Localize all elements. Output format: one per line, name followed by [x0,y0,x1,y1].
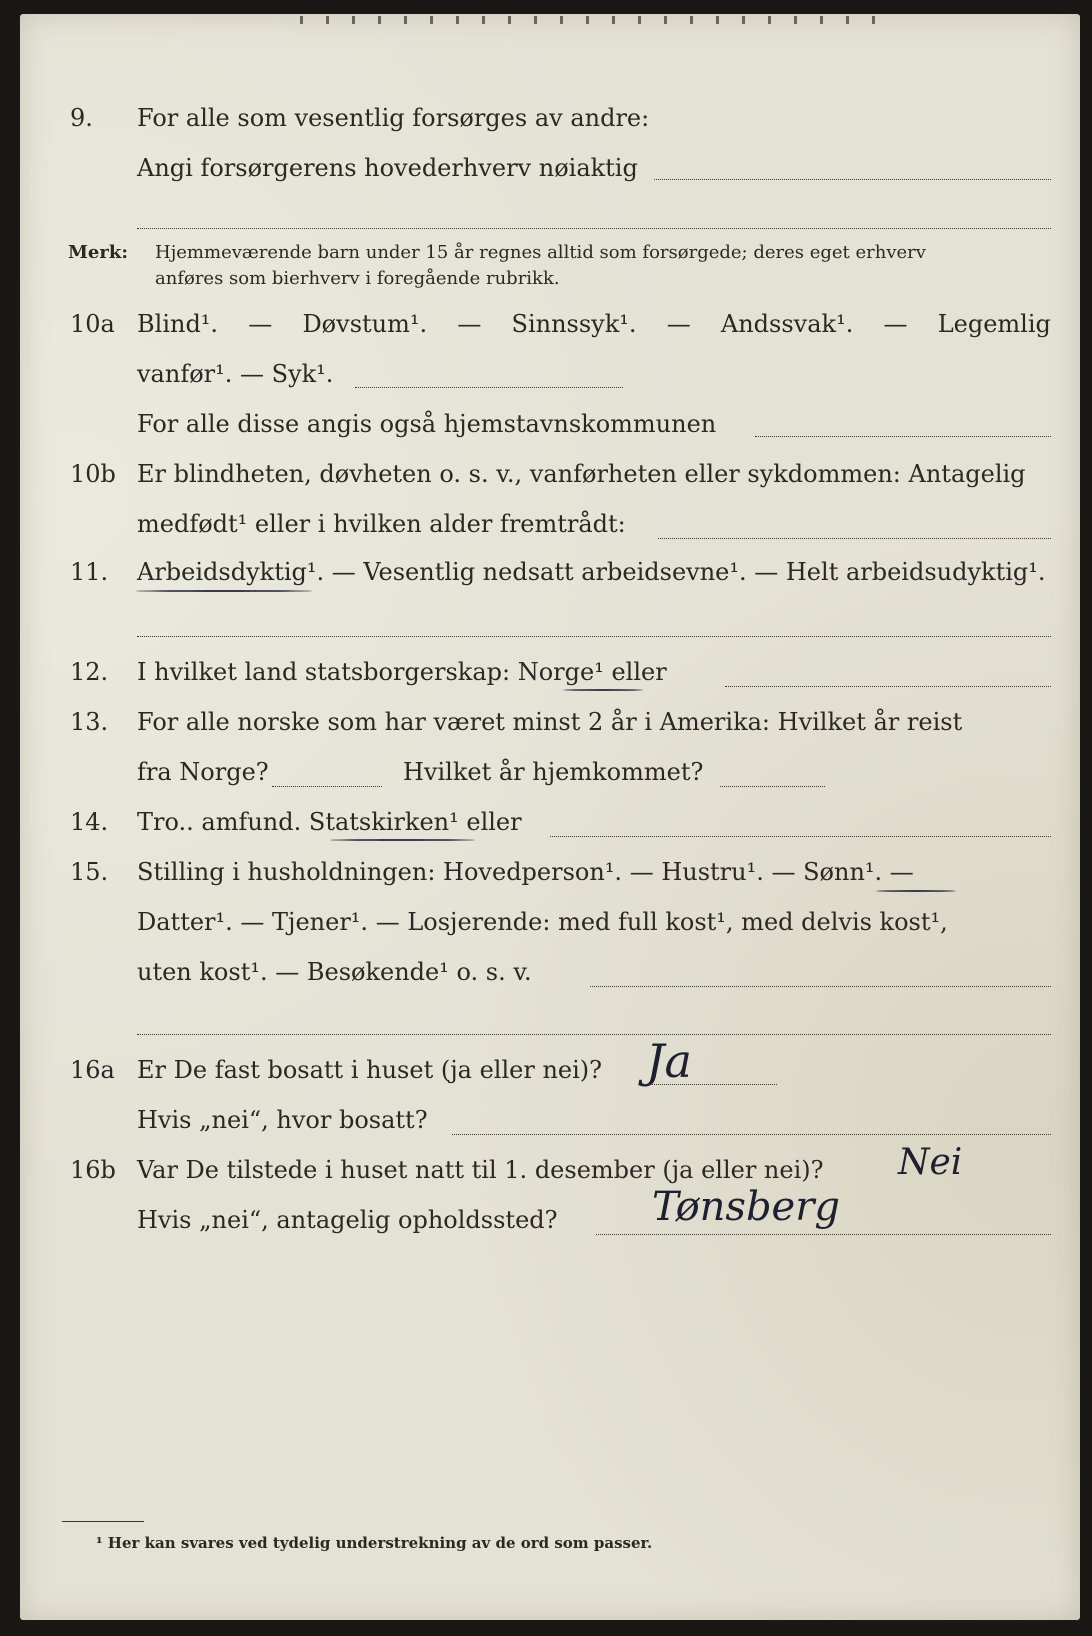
q16a-answer-field[interactable] [642,1084,777,1085]
q16b-handwritten-answer-1: Nei [898,1142,963,1183]
q14-underline-mark [330,839,475,841]
q11-number: 11. [70,558,109,586]
q10b-answer-field[interactable] [658,538,1051,539]
q10a-blind[interactable]: Blind¹. [137,310,219,338]
q15-answer-field-2[interactable] [137,1034,1051,1035]
q14-answer-field[interactable] [550,836,1051,837]
q13-line2 [20,752,1080,792]
q12-answer-field[interactable] [725,686,1051,687]
q15-number: 15. [70,858,109,886]
merk-label: Merk: [68,242,128,263]
q13-hjemkommet-field[interactable] [720,786,825,787]
q13-line1 [20,702,1080,742]
q15-line1 [20,852,1080,892]
q10a-hjemstavn-field[interactable] [755,436,1051,437]
q10a-vanfor-syk: vanfør¹. — Syk¹. [137,360,334,388]
q16b-handwritten-answer-2: Tønsberg [652,1184,840,1230]
q10a-line3 [20,404,1080,444]
q10a-line2 [20,354,1080,394]
q9-answer-field[interactable] [654,179,1051,180]
q13-text: For alle norske som har været minst 2 år i Amerika: Hvilket år reist [137,708,963,736]
q12-underline-mark [563,689,643,691]
q10a-syk-field[interactable] [355,387,623,388]
q11-line1 [20,552,1080,592]
q16b-number: 16b [70,1156,116,1184]
binding-marks [300,16,880,24]
q13-number: 13. [70,708,109,736]
q9-provider-text: Angi forsørgerens hovederhverv nøiaktig [137,154,638,182]
q11-text: Arbeidsdyktig¹. — Vesentlig nedsatt arbeidsevne¹. — Helt arbeidsudyktig¹. [137,558,1046,586]
q15-text: Stilling i husholdningen: Hovedperson¹. — Hustru¹. — Sønn¹. — [137,858,914,886]
merk-note [20,232,1080,292]
q13-reist-field[interactable] [272,786,382,787]
q9-number: 9. [70,104,93,132]
dash: — [248,310,273,338]
dash: — [883,310,908,338]
q16a-text: Er De fast bosatt i huset (ja eller nei)? [137,1056,603,1084]
q15-answer-field[interactable] [590,986,1051,987]
q10a-legemlig[interactable]: Legemlig [937,310,1051,338]
q10a-dovstum[interactable]: Døvstum¹. [302,310,428,338]
q10b-line1 [20,454,1080,494]
dash: — [666,310,691,338]
q16b-opholdssted-field[interactable] [596,1234,1051,1235]
q10b-medfodt: medfødt¹ eller i hvilken alder fremtrådt: [137,510,626,538]
q13-reist: fra Norge? [137,758,269,786]
q16a-number: 16a [70,1056,115,1084]
q16b-opholdssted: Hvis „nei“, antagelig opholdssted? [137,1206,558,1234]
q10a-options [137,304,1051,344]
footnote-rule [62,1521,144,1522]
merk-line1: Hjemmeværende barn under 15 år regnes alltid som forsørgede; deres eget erhverv [155,242,926,263]
q16a-hvor-bosatt: Hvis „nei“, hvor bosatt? [137,1106,428,1134]
q16a-bosatt-field[interactable] [452,1134,1051,1135]
q11-underline-mark [136,590,312,592]
q10b-text: Er blindheten, døvheten o. s. v., vanførheten eller sykdommen: Antagelig [137,460,1026,488]
dash: — [457,310,482,338]
q9-text: For alle som vesentlig forsørges av andre: [137,104,650,132]
q16a-line1 [20,1050,1080,1090]
q16b-text: Var De tilstede i huset natt til 1. desember (ja eller nei)? [137,1156,824,1184]
q13-hjemkommet: Hvilket år hjemkommet? [403,758,704,786]
q14-text: Tro.. amfund. Statskirken¹ eller [137,808,522,836]
q15-options: Datter¹. — Tjener¹. — Losjerende: med full kost¹, med delvis kost¹, [137,908,948,936]
q15-besokende: uten kost¹. — Besøkende¹ o. s. v. [137,958,532,986]
q10b-number: 10b [70,460,116,488]
q10a-hjemstavn: For alle disse angis også hjemstavnskommunen [137,410,717,438]
footnote: ¹ Her kan svares ved tydelig understrekning av de ord som passer. [96,1534,653,1552]
merk-line2: anføres som bierhverv i foregående rubrikk. [155,268,560,289]
q9-answer-field-2[interactable] [137,228,1051,229]
q14-number: 14. [70,808,109,836]
q15-underline-mark [876,890,956,892]
q15-line2 [20,902,1080,942]
q16a-handwritten-answer: Ja [646,1034,692,1088]
q12-number: 12. [70,658,109,686]
q9-line2 [20,148,1080,188]
q10a-sinnssyk[interactable]: Sinnssyk¹. [511,310,637,338]
q11-answer-field[interactable] [137,636,1051,637]
census-form-page [20,14,1080,1620]
q9-line1 [20,98,1080,138]
q10a-number: 10a [70,310,115,338]
q12-text: I hvilket land statsborgerskap: Norge¹ eller [137,658,667,686]
q10a-line1 [20,304,1080,344]
q10a-andssvak[interactable]: Andssvak¹. [720,310,854,338]
